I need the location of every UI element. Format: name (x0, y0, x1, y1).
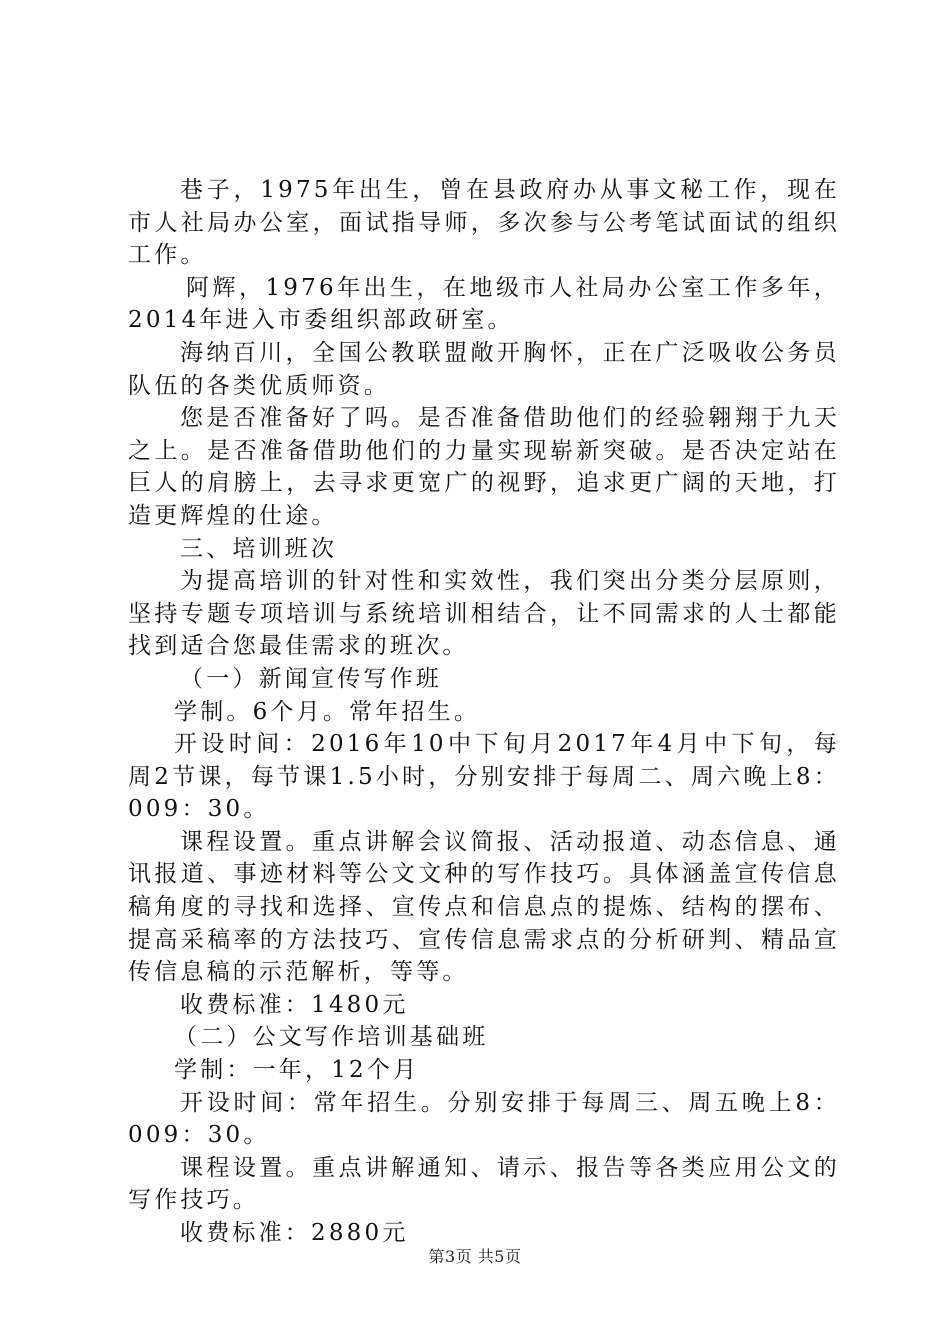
subheading-official-writing-class: （二）公文写作培训基础班 (174, 1024, 489, 1051)
subheading-news-writing-class: （一）新闻宣传写作班 (180, 665, 442, 692)
document-body (128, 174, 840, 1250)
section-heading-training-classes: 三、培训班次 (180, 535, 338, 562)
paragraph-recruitment: 海纳百川，全国公教联盟敞开胸怀，正在广泛吸收公务员队伍的各类优质师资。 (128, 339, 840, 399)
paragraph-training-principle: 为提高培训的针对性和实效性，我们突出分类分层原则，坚持专题专项培训与系统培训相结合，让不同需求的人士都能找到适合您最佳需求的班次。 (128, 568, 840, 660)
paragraph-news-schedule: 开设时间：2016年10中下旬月2017年4月中下旬，每周2节课，每节课1.5小时，分别安排于每周二、周六晚上8：009：30。 (128, 731, 840, 823)
paragraph-author-ahui: 阿辉，1976年出生，在地级市人社局办公室工作多年，2014年进入市委组织部政研室。 (128, 274, 840, 334)
page-footer: 第3页 共5页 (428, 1247, 522, 1266)
paragraph-official-curriculum: 课程设置。重点讲解通知、请示、报告等各类应用公文的写作技巧。 (128, 1154, 840, 1214)
paragraph-official-schedule: 开设时间：常年招生。分别安排于每周三、周五晚上8：009：30。 (128, 1089, 840, 1149)
paragraph-news-fee: 收费标准：1480元 (180, 991, 409, 1018)
paragraph-call-to-action: 您是否准备好了吗。是否准备借助他们的经验翱翔于九天之上。是否准备借助他们的力量实现崭新突破。是否决定站在巨人的肩膀上，去寻求更宽广的视野，追求更广阔的天地，打造更辉煌的仕途。 (128, 405, 840, 529)
paragraph-official-duration: 学制：一年，12个月 (174, 1057, 420, 1084)
paragraph-official-fee: 收费标准：2880元 (180, 1220, 409, 1246)
paragraph-author-xiangzi: 巷子，1975年出生，曾在县政府办从事文秘工作，现在市人社局办公室，面试指导师，多次参与公考笔试面试的组织工作。 (128, 177, 840, 269)
paragraph-news-curriculum: 课程设置。重点讲解会议简报、活动报道、动态信息、通讯报道、事迹材料等公文文种的写作技巧。具体涵盖宣传信息稿角度的寻找和选择、宣传点和信息点的提炼、结构的摆布、提高采稿率的方法技巧、宣传信息需求点的分析研判、精品宣传信息稿的示范解析，等等。 (128, 828, 840, 986)
paragraph-news-duration: 学制。6个月。常年招生。 (174, 698, 481, 725)
